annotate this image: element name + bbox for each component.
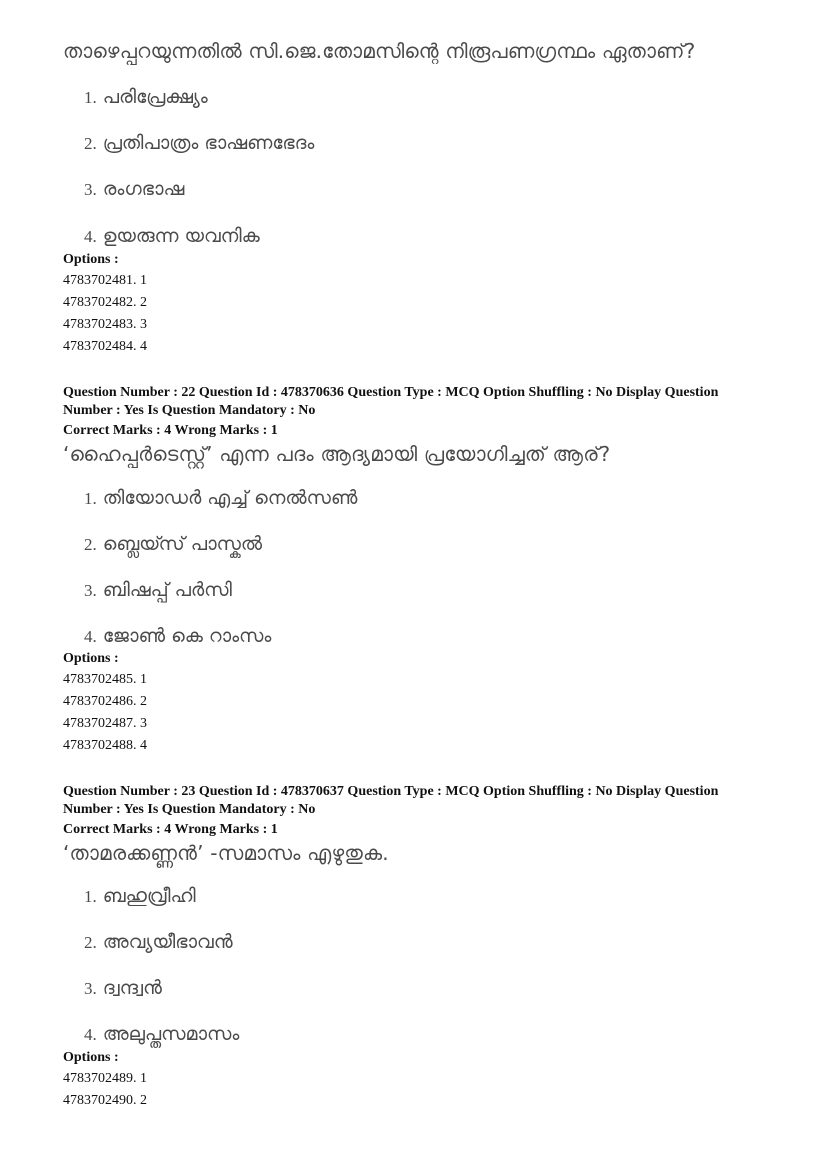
question-23-option-id-2: 4783702490. 2 <box>63 1093 147 1108</box>
question-21-options-label: Options : <box>63 252 119 267</box>
option-text: ബിഷപ്പ് പർസി <box>102 579 232 601</box>
question-21-option-id-4: 4783702484. 4 <box>63 339 147 354</box>
question-22-options-label: Options : <box>63 651 119 666</box>
question-22-text: ‘ഹൈപ്പർടെസ്റ്റ്’ എന്ന പദം ആദ്യമായി പ്രയോഗിച്ചത് ആര്? <box>63 442 611 466</box>
question-23-option-1 <box>84 885 196 907</box>
option-number: 3. <box>84 581 97 600</box>
question-22-option-2 <box>84 533 262 555</box>
question-22-option-id-3: 4783702487. 3 <box>63 716 147 731</box>
question-21-option-2 <box>84 132 314 154</box>
option-number: 4. <box>84 627 97 646</box>
option-number: 3. <box>84 180 97 199</box>
question-21-text: താഴെപ്പറയുന്നതിൽ സി.ജെ.തോമസിന്റെ നിരൂപണഗ്രന്ഥം ഏതാണ്? <box>63 39 696 63</box>
question-22-option-id-4: 4783702488. 4 <box>63 738 147 753</box>
option-text: രംഗഭാഷ <box>102 178 185 200</box>
option-number: 1. <box>84 887 97 906</box>
option-text: ജോൺ കെ റാംസം <box>102 625 272 647</box>
option-text: പരിപ്രേക്ഷ്യം <box>102 86 208 108</box>
question-22-meta-line-1: Question Number : 22 Question Id : 478370636 Question Type : MCQ Option Shuffling : No Display Question <box>63 385 719 400</box>
question-23-meta-line-1: Question Number : 23 Question Id : 478370637 Question Type : MCQ Option Shuffling : No Display Question <box>63 784 719 799</box>
option-text: അവ്യയീഭാവൻ <box>102 931 233 953</box>
question-23-marks: Correct Marks : 4 Wrong Marks : 1 <box>63 822 278 837</box>
option-number: 2. <box>84 933 97 952</box>
question-23-option-2 <box>84 931 233 953</box>
question-22-meta-line-2: Number : Yes Is Question Mandatory : No <box>63 403 316 418</box>
question-23-options-label: Options : <box>63 1050 119 1065</box>
option-number: 1. <box>84 88 97 107</box>
question-21-option-1 <box>84 86 208 108</box>
question-22-option-4 <box>84 625 271 647</box>
question-22-marks: Correct Marks : 4 Wrong Marks : 1 <box>63 423 278 438</box>
option-number: 4. <box>84 227 97 246</box>
option-text: ബ്ലെയ്സ് പാസ്കൽ <box>102 533 263 555</box>
question-23-option-id-1: 4783702489. 1 <box>63 1071 147 1086</box>
option-text: തിയോഡർ എച്ച് നെൽസൺ <box>102 487 358 509</box>
question-22-option-id-2: 4783702486. 2 <box>63 694 147 709</box>
option-text: പ്രതിപാത്രം ഭാഷണഭേദം <box>102 132 315 154</box>
question-22-option-id-1: 4783702485. 1 <box>63 672 147 687</box>
question-21-option-id-1: 4783702481. 1 <box>63 273 147 288</box>
option-number: 2. <box>84 535 97 554</box>
option-number: 1. <box>84 489 97 508</box>
option-text: ബഹുവ്രീഹി <box>102 885 196 907</box>
option-text: ഉയരുന്ന യവനിക <box>102 225 260 247</box>
question-22-option-3 <box>84 579 232 601</box>
option-text: ദ്വന്ദ്വൻ <box>102 977 162 999</box>
question-21-option-4 <box>84 225 260 247</box>
question-23-option-3 <box>84 977 162 999</box>
question-23-meta-line-2: Number : Yes Is Question Mandatory : No <box>63 802 316 817</box>
question-21-option-id-3: 4783702483. 3 <box>63 317 147 332</box>
option-number: 3. <box>84 979 97 998</box>
question-23-option-4 <box>84 1023 239 1045</box>
question-23-text: ‘താമരക്കണ്ണൻ’ -സമാസം എഴുതുക. <box>63 841 389 865</box>
question-22-option-1 <box>84 487 357 509</box>
option-number: 2. <box>84 134 97 153</box>
option-number: 4. <box>84 1025 97 1044</box>
option-text: അലുപ്തസമാസം <box>102 1023 240 1045</box>
question-21-option-3 <box>84 178 184 200</box>
question-21-option-id-2: 4783702482. 2 <box>63 295 147 310</box>
